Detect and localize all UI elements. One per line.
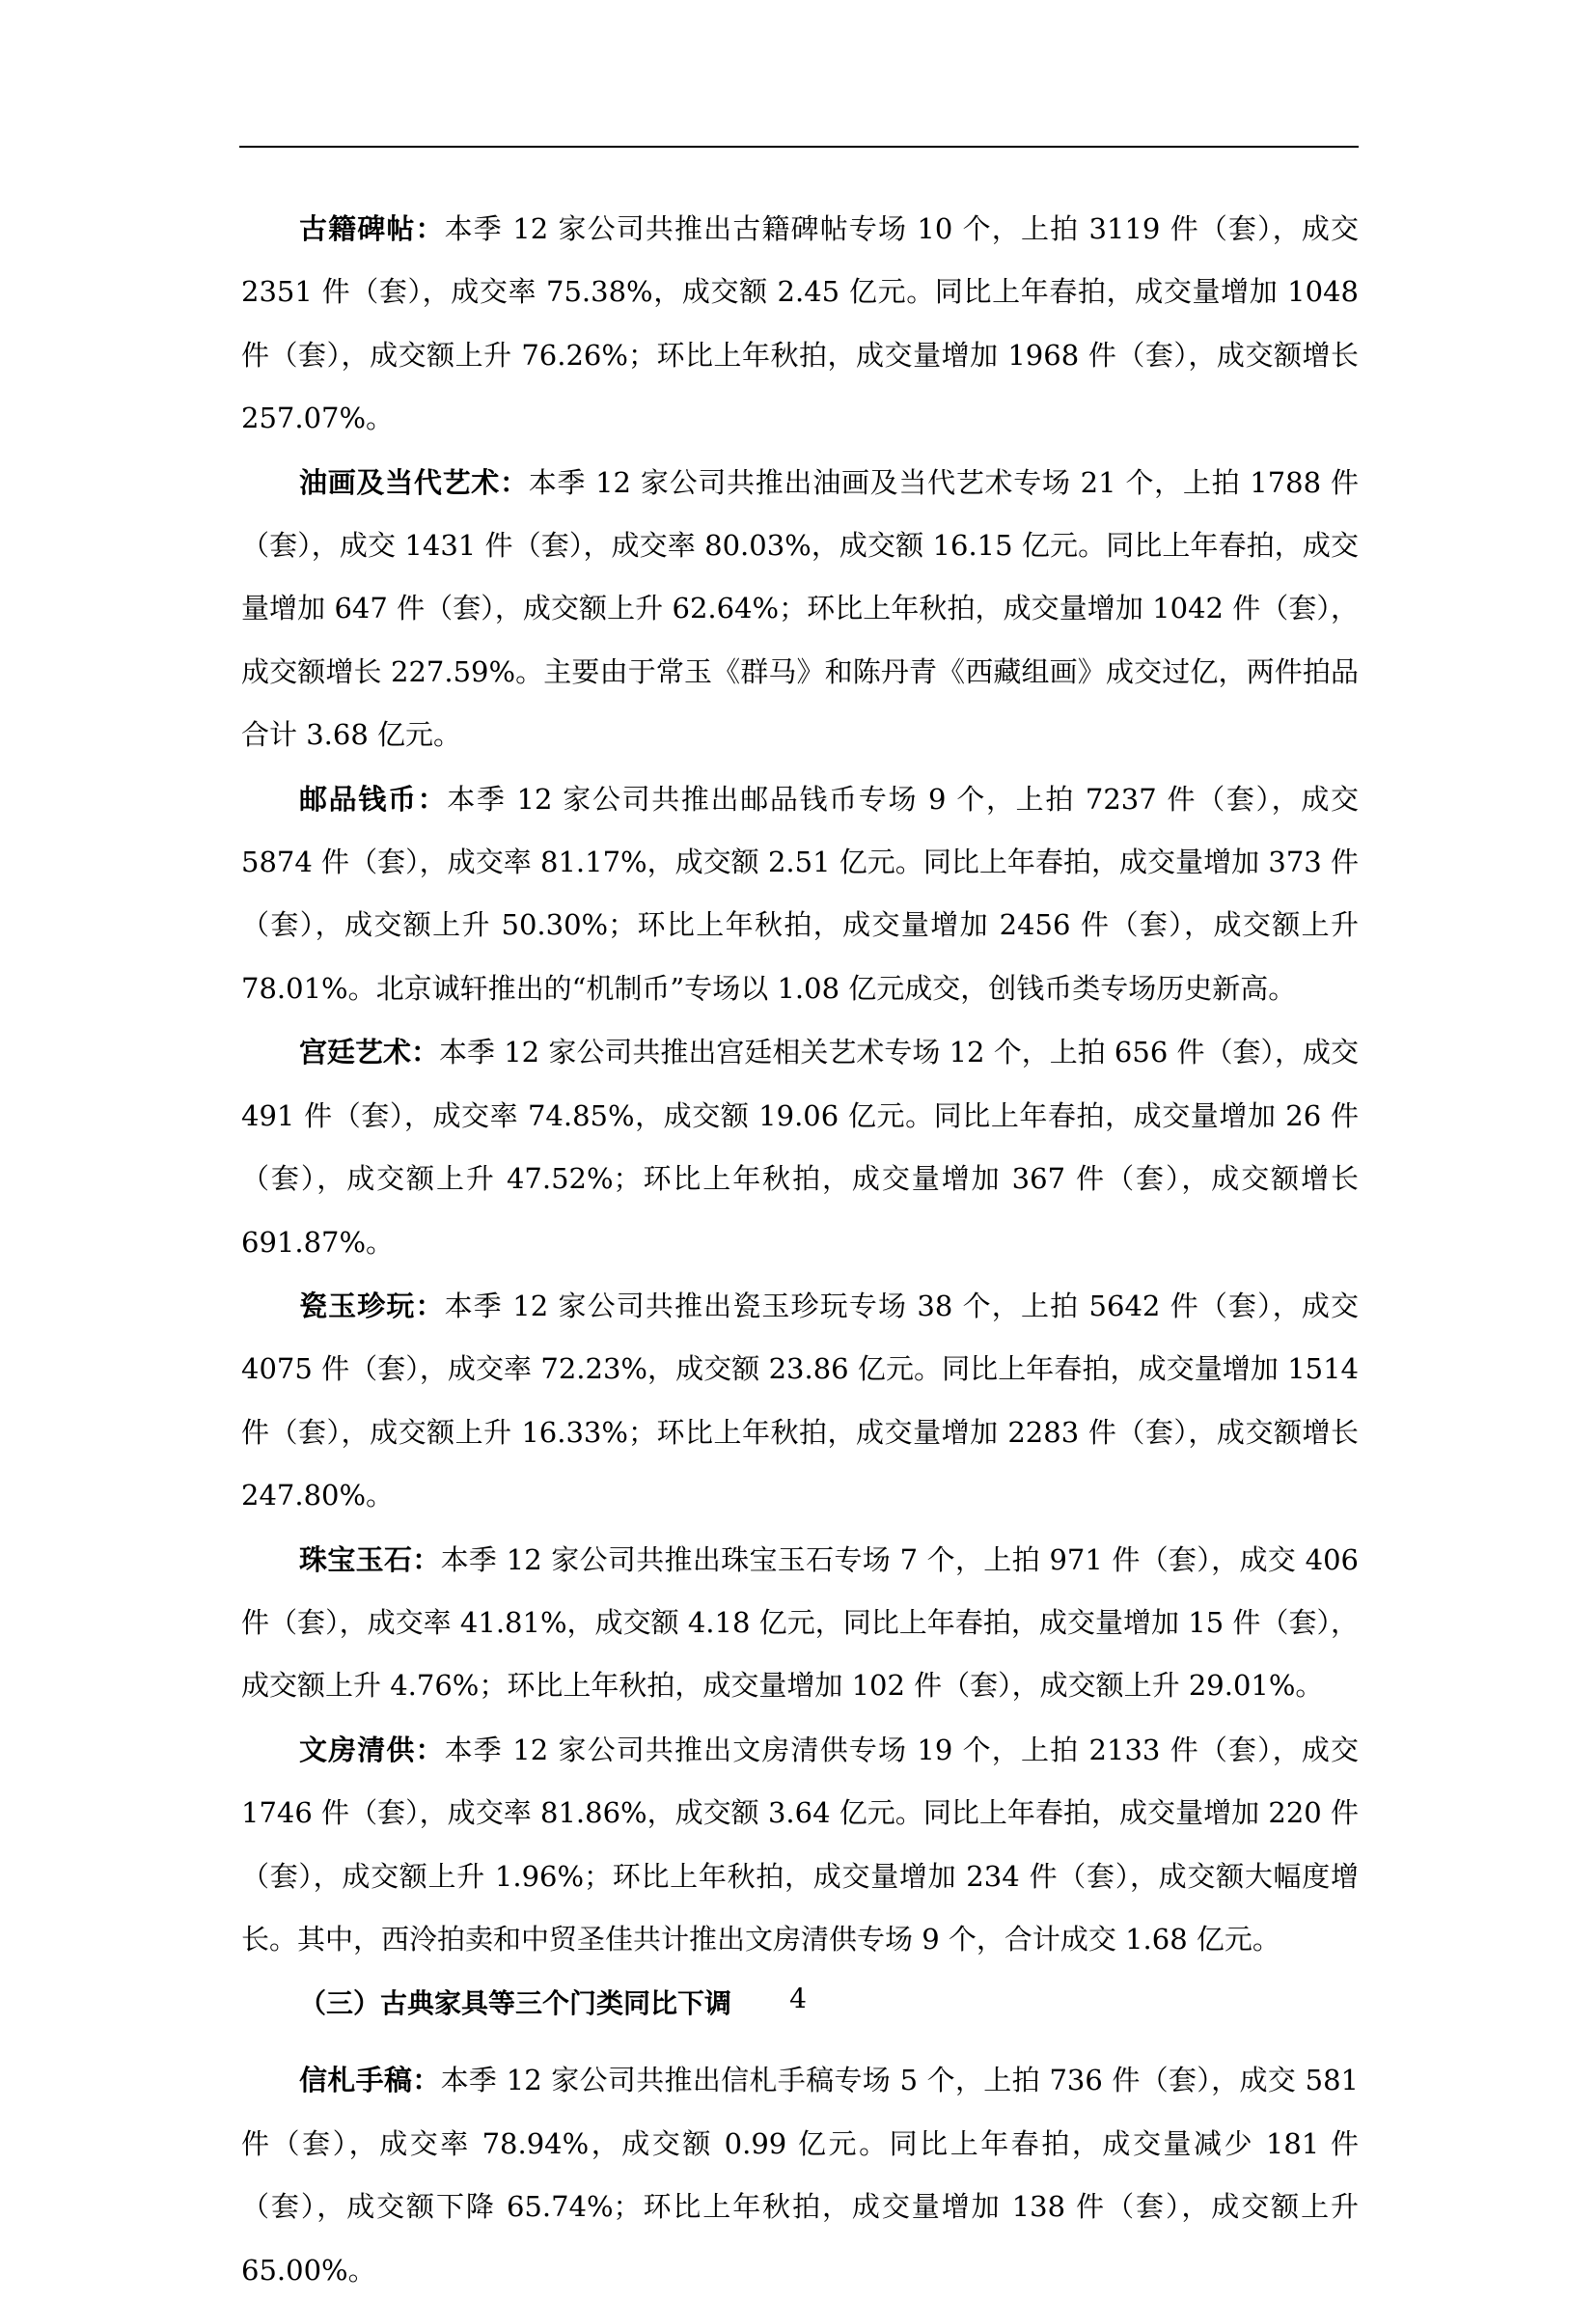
paragraph-lead: 珠宝玉石：	[299, 1542, 441, 1576]
paragraph-porcelain-jade	[241, 1275, 1359, 1528]
paragraph-lead: 文房清供：	[299, 1733, 445, 1766]
paragraph-text: 本季 12 家公司共推出信札手稿专场 5 个，上拍 736 件（套），成交 581 件（套），成交率 78.94%，成交额 0.99 亿元。同比上年春拍，成交量减少 181 件（套），成交额下降 65.74%；环比上年秋拍，成交量增加 138 件（套），成交额上升 65.00%。	[241, 2064, 1359, 2287]
paragraph-lead: 邮品钱币：	[299, 782, 448, 816]
paragraph-letters-manuscripts	[241, 2049, 1359, 2302]
paragraph-text: 本季 12 家公司共推出古籍碑帖专场 10 个，上拍 3119 件（套），成交 2351 件（套），成交率 75.38%，成交额 2.45 亿元。同比上年春拍，成交量增加 1048 件（套），成交额上升 76.26%；环比上年秋拍，成交量增加 1968 件（套），成交额增长 257.07%。	[241, 212, 1359, 435]
page-number: 4	[789, 1983, 807, 2014]
paragraph-lead: 油画及当代艺术：	[299, 465, 529, 499]
section-heading: （三）古典家具等三个门类同比下调	[299, 1987, 732, 2020]
paragraph-study-objects	[241, 1719, 1359, 1972]
paragraph-text: 本季 12 家公司共推出文房清供专场 19 个，上拍 2133 件（套），成交 1746 件（套），成交率 81.86%，成交额 3.64 亿元。同比上年春拍，成交量增加 220 件（套），成交额上升 1.96%；环比上年秋拍，成交量增加 234 件（套），成交额大幅度增长。其中，西泠拍卖和中贸圣佳共计推出文房清供专场 9 个，合计成交 1.68 亿元。	[241, 1733, 1359, 1956]
paragraph-lead: 宫廷艺术：	[299, 1036, 440, 1069]
paragraph-text: 本季 12 家公司共推出油画及当代艺术专场 21 个，上拍 1788 件（套），成交 1431 件（套），成交率 80.03%，成交额 16.15 亿元。同比上年春拍，成交量增加 647 件（套），成交额上升 62.64%；环比上年秋拍，成交量增加 1042 件（套），成交额增长 227.59%。主要由于常玉《群马》和陈丹青《西藏组画》成交过亿，两件拍品合计 3.68 亿元。	[241, 465, 1359, 752]
paragraph-lead: 古籍碑帖：	[299, 212, 445, 245]
paragraph-text: 本季 12 家公司共推出瓷玉珍玩专场 38 个，上拍 5642 件（套），成交 4075 件（套），成交率 72.23%，成交额 23.86 亿元。同比上年春拍，成交量增加 1514 件（套），成交额上升 16.33%；环比上年秋拍，成交量增加 2283 件（套），成交额增长 247.80%。	[241, 1289, 1359, 1512]
paragraph-oil-painting	[241, 452, 1359, 767]
paragraph-text: 本季 12 家公司共推出邮品钱币专场 9 个，上拍 7237 件（套），成交 5874 件（套），成交率 81.17%，成交额 2.51 亿元。同比上年春拍，成交量增加 373 件（套），成交额上升 50.30%；环比上年秋拍，成交量增加 2456 件（套），成交额上升 78.01%。北京诚轩推出的“机制币”专场以 1.08 亿元成交，创钱币类专场历史新高。	[241, 782, 1359, 1005]
paragraph-stamps-coins	[241, 768, 1359, 1021]
paragraph-ancient-books	[241, 198, 1359, 451]
paragraph-lead: 信札手稿：	[299, 2064, 441, 2097]
paragraph-court-art	[241, 1021, 1359, 1274]
paragraph-jewelry	[241, 1529, 1359, 1718]
paragraph-lead: 瓷玉珍玩：	[299, 1289, 445, 1322]
paragraph-text: 本季 12 家公司共推出珠宝玉石专场 7 个，上拍 971 件（套），成交 406 件（套），成交率 41.81%，成交额 4.18 亿元，同比上年春拍，成交量增加 15 件（套），成交额上升 4.76%；环比上年秋拍，成交量增加 102 件（套），成交额上升 29.01%。	[241, 1542, 1359, 1703]
header-rule	[239, 146, 1359, 148]
paragraph-text: 本季 12 家公司共推出宫廷相关艺术专场 12 个，上拍 656 件（套），成交 491 件（套），成交率 74.85%，成交额 19.06 亿元。同比上年春拍，成交量增加 26 件（套），成交额上升 47.52%；环比上年秋拍，成交量增加 367 件（套），成交额增长 691.87%。	[241, 1036, 1359, 1259]
